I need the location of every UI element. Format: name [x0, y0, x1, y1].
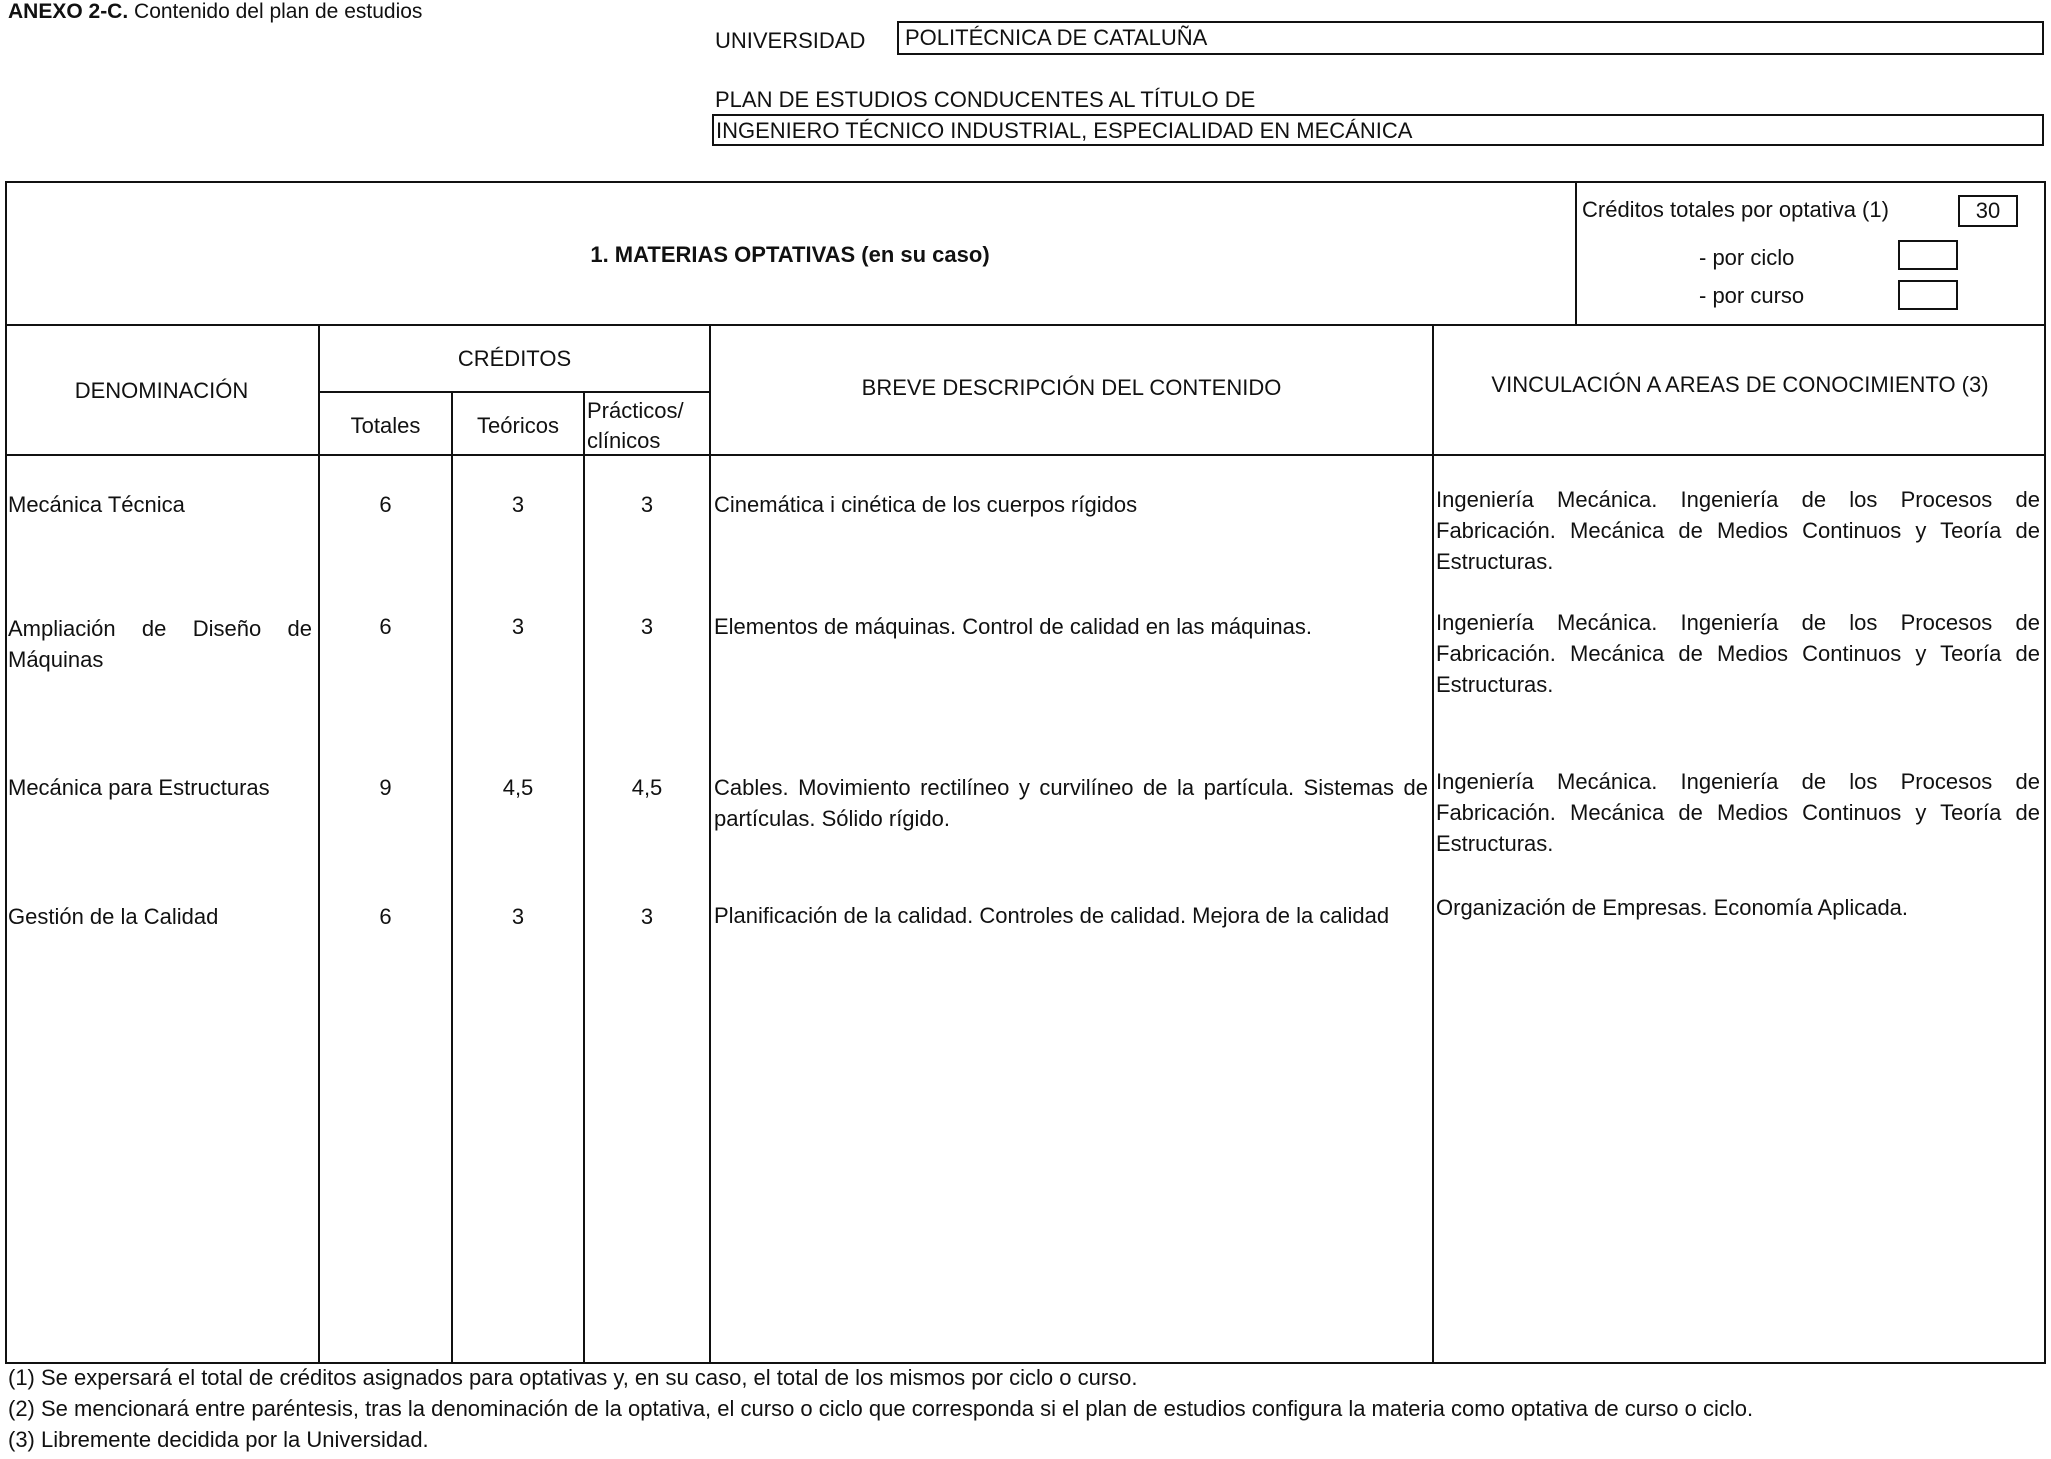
university-field — [897, 21, 2044, 55]
row-1-name: Mecánica Técnica — [8, 492, 185, 517]
footnote-1: (1) Se expersará el total de créditos asignados para optativas y, en su caso, el total de los mismos por ciclo o curso. — [8, 1365, 1138, 1390]
row-3-totales: 9 — [379, 775, 392, 800]
col-line-2 — [451, 391, 453, 1364]
col-header-practicos-line1: Prácticos/ — [587, 398, 684, 423]
row-1-descripcion: Cinemática i cinética de los cuerpos rígidos — [714, 492, 1138, 517]
col-header-teoricos: Teóricos — [477, 413, 559, 438]
row-4-descripcion: Planificación de la calidad. Controles de calidad. Mejora de la calidad — [714, 903, 1390, 928]
por-ciclo-box — [1898, 240, 1958, 270]
row-2-name: Ampliación de Diseño de Máquinas — [8, 616, 312, 672]
col-header-creditos: CRÉDITOS — [457, 346, 572, 371]
row-3-name: Mecánica para Estructuras — [8, 775, 270, 800]
col-line-3 — [583, 391, 585, 1364]
col-header-practicos-line2: clínicos — [587, 428, 661, 453]
row-2-descripcion: Elementos de máquinas. Control de calidad en las máquinas. — [714, 614, 1313, 639]
row-2-teoricos: 3 — [511, 614, 525, 639]
row-1-vinculacion: Ingeniería Mecánica. Ingeniería de los Procesos de Fabricación. Mecánica de Medios Continuos y Teoría de Estructuras. — [1436, 487, 2040, 574]
credits-total-value: 30 — [1975, 198, 2001, 223]
row-3-practicos: 4,5 — [631, 775, 663, 800]
credits-total-label: Créditos totales por optativa (1) — [1582, 197, 1889, 222]
row-4-teoricos: 3 — [511, 904, 525, 929]
section-divider — [5, 324, 2046, 326]
col-header-descripcion: BREVE DESCRIPCIÓN DEL CONTENIDO — [861, 375, 1282, 400]
row-3-teoricos: 4,5 — [502, 775, 534, 800]
row-3-vinculacion: Ingeniería Mecánica. Ingeniería de los Procesos de Fabricación. Mecánica de Medios Continuos y Teoría de Estructuras. — [1436, 769, 2040, 856]
row-1-practicos: 3 — [640, 492, 654, 517]
credits-total-box — [1958, 195, 2018, 227]
header-bottom-line — [5, 454, 2046, 456]
col-header-practicos — [587, 396, 684, 456]
annex-label: ANEXO 2-C. — [8, 0, 129, 23]
plan-value: INGENIERO TÉCNICO INDUSTRIAL, ESPECIALIDAD EN MECÁNICA — [716, 118, 1413, 143]
por-curso-label: - por curso — [1699, 283, 1805, 308]
annex-text: Contenido del plan de estudios — [134, 0, 423, 23]
row-2-vinculacion: Ingeniería Mecánica. Ingeniería de los Procesos de Fabricación. Mecánica de Medios Continuos y Teoría de Estructuras. — [1436, 610, 2040, 697]
row-4-practicos: 3 — [640, 904, 654, 929]
row-2-totales: 6 — [379, 614, 392, 639]
col-header-vinculacion: VINCULACIÓN A AREAS DE CONOCIMIENTO (3) — [1491, 372, 1989, 397]
row-4-name: Gestión de la Calidad — [8, 904, 219, 929]
footnote-3: (3) Libremente decidida por la Universidad. — [8, 1427, 429, 1452]
section-title: 1. MATERIAS OPTATIVAS (en su caso) — [590, 242, 990, 267]
row-1-teoricos: 3 — [511, 492, 525, 517]
row-3-descripcion: Cables. Movimiento rectilíneo y curvilíneo de la partícula. Sistemas de partículas. Sólido rígido. — [714, 775, 1428, 831]
row-4-vinculacion: Organización de Empresas. Economía Aplicada. — [1436, 895, 1909, 920]
creditos-subheader-line — [318, 391, 709, 393]
annex-heading — [8, 0, 422, 24]
plan-label: PLAN DE ESTUDIOS CONDUCENTES AL TÍTULO DE — [715, 87, 1256, 112]
footnote-2: (2) Se mencionará entre paréntesis, tras la denominación de la optativa, el curso o ciclo que corresponda si el plan de estudios configura la materia como optativa de curso o ciclo. — [8, 1396, 1754, 1421]
plan-field — [712, 114, 2044, 146]
col-line-5 — [1432, 324, 1434, 1364]
col-header-totales: Totales — [350, 413, 421, 438]
credits-box-divider — [1575, 181, 1577, 324]
por-curso-box — [1898, 280, 1958, 310]
row-2-practicos: 3 — [640, 614, 654, 639]
university-value: POLITÉCNICA DE CATALUÑA — [905, 25, 1208, 50]
col-line-1 — [318, 324, 320, 1364]
row-4-totales: 6 — [379, 904, 392, 929]
row-1-totales: 6 — [379, 492, 392, 517]
university-label: UNIVERSIDAD — [715, 28, 866, 53]
col-line-4 — [709, 324, 711, 1364]
col-header-denominacion: DENOMINACIÓN — [74, 378, 249, 403]
por-ciclo-label: - por ciclo — [1699, 245, 1795, 270]
